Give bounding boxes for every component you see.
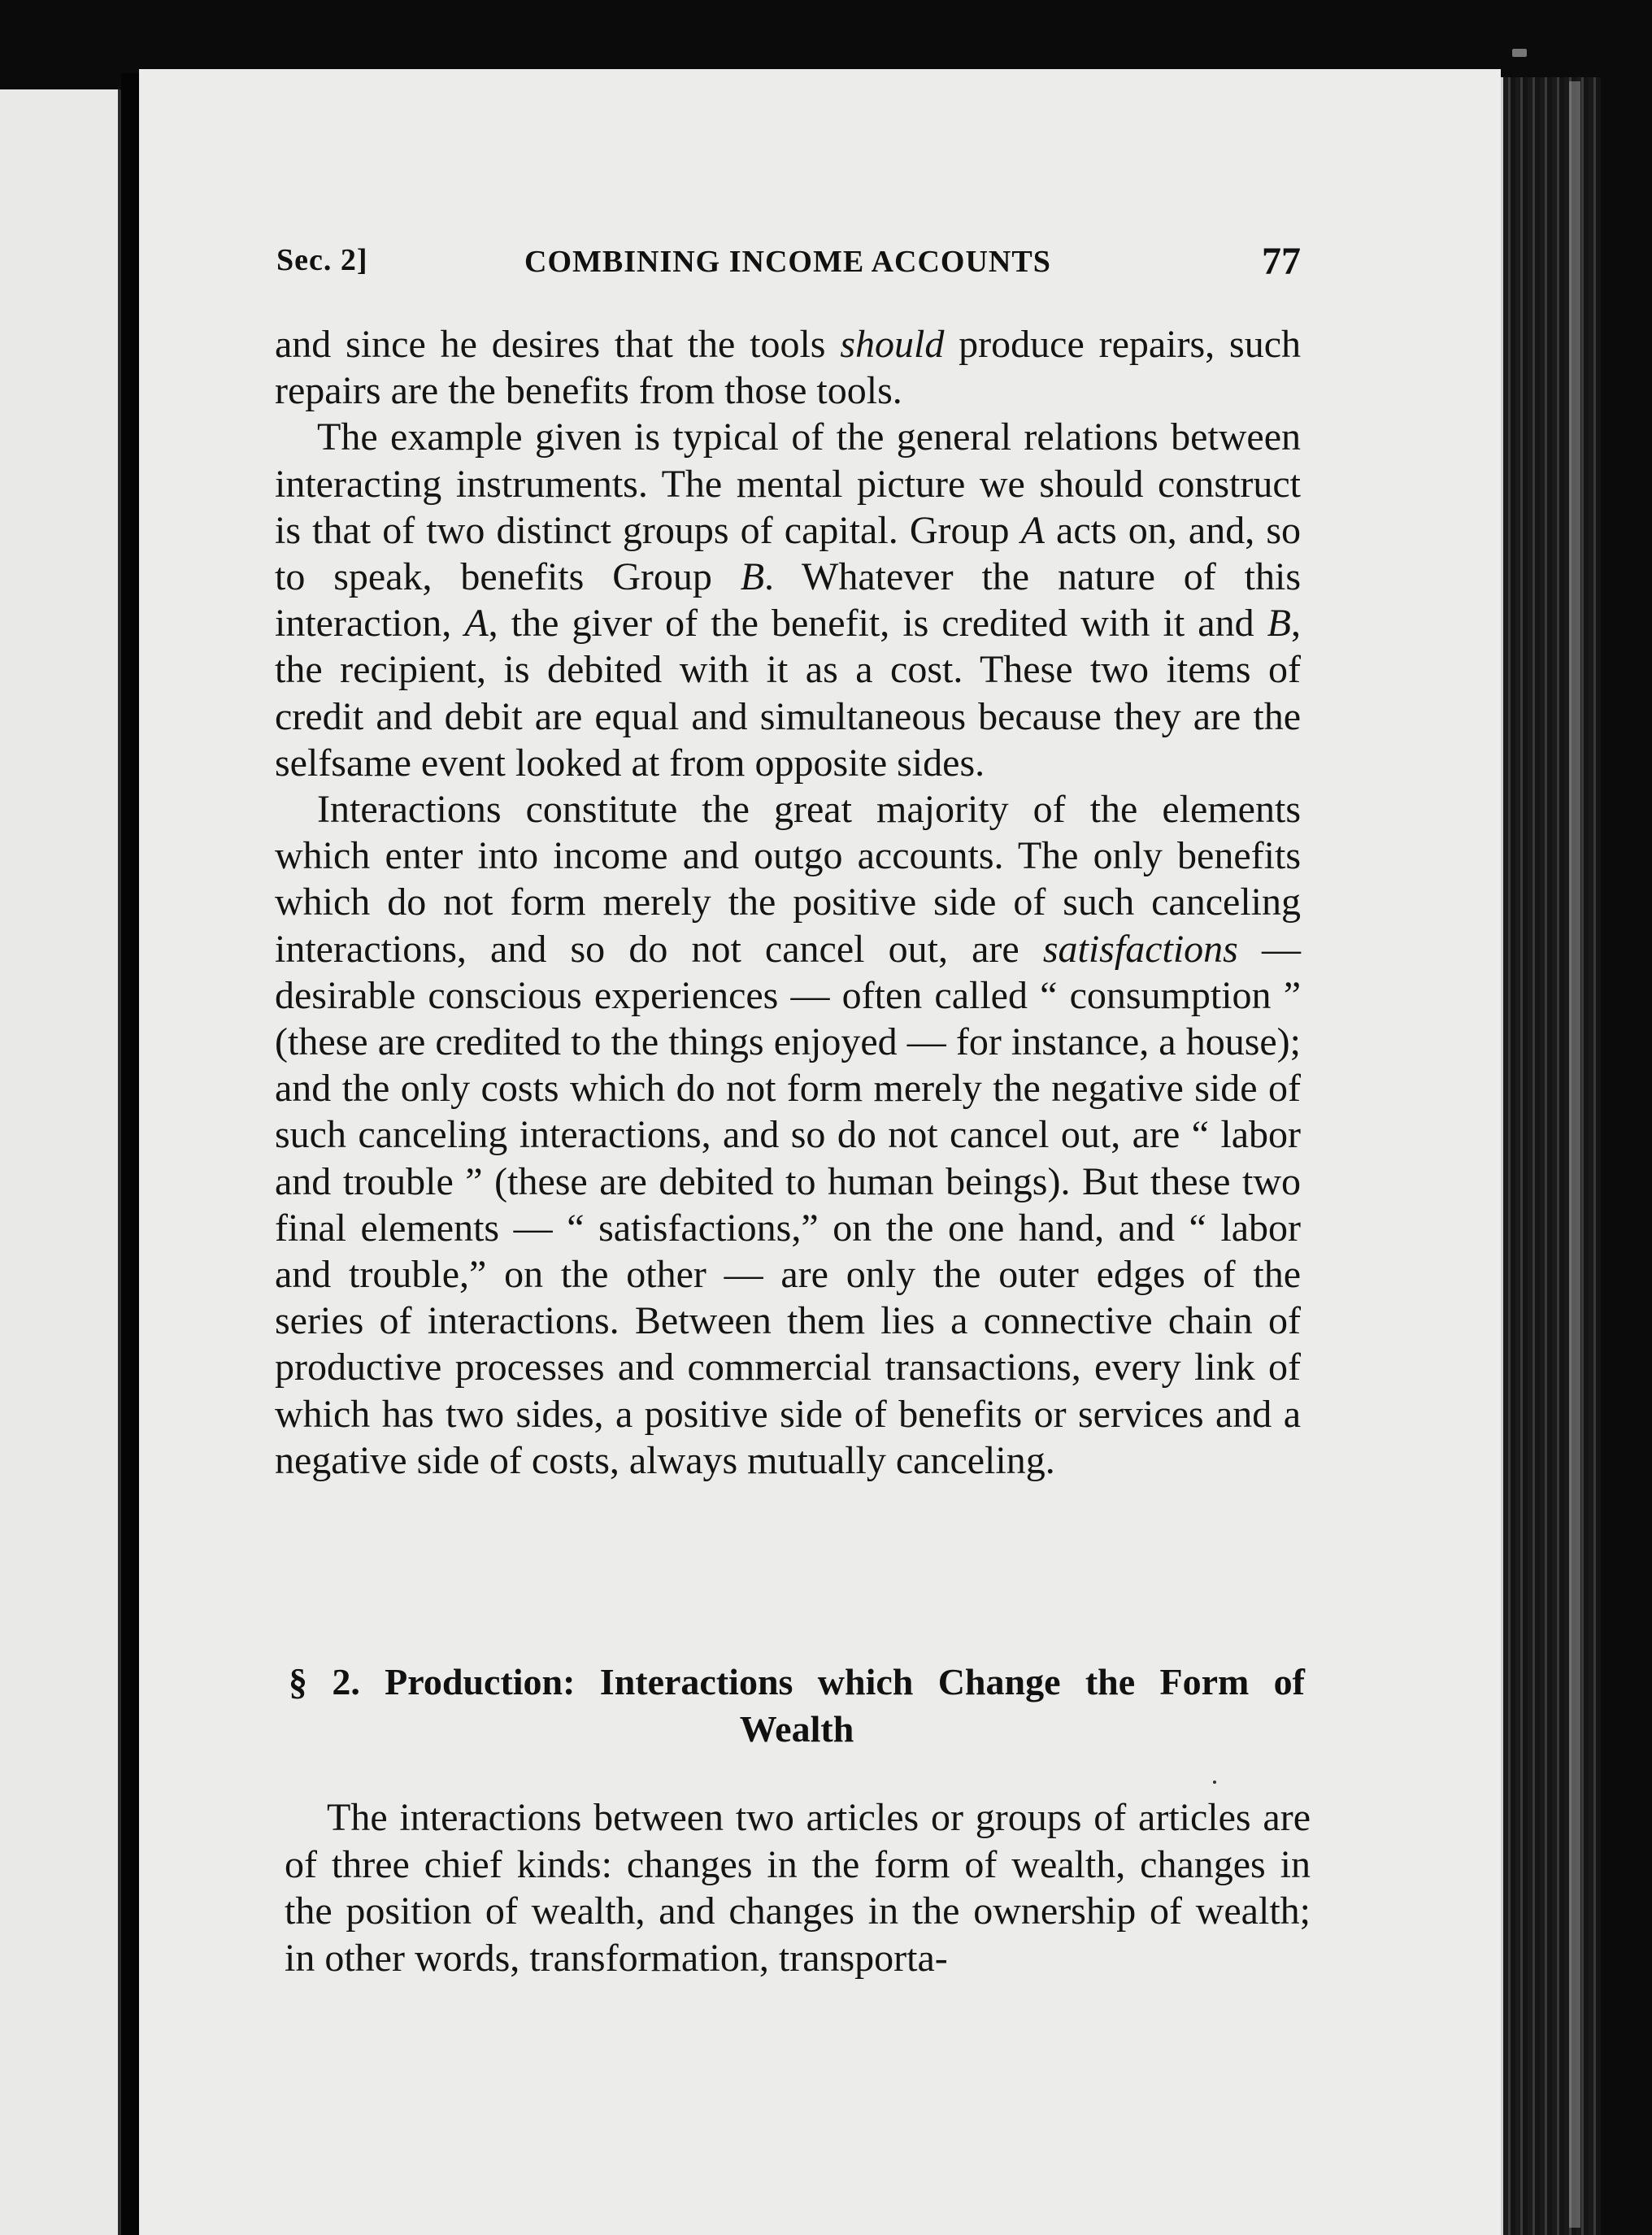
italic-term: B [740,555,765,599]
running-head [276,242,1301,283]
book-page-edges [1501,77,1601,2235]
scan-speck [1512,49,1527,57]
paragraph-1: and since he desires that the tools should produce repairs, such repairs are the benefits from those tools. [275,323,1301,413]
italic-term: A [464,602,489,646]
section-heading [289,1659,1305,1753]
body-text-continued [285,1794,1311,1981]
book-page-edges-highlight [1569,81,1580,2228]
section-heading-line-2: Wealth [739,1708,854,1750]
paragraph-4: The interactions between two articles or groups of articles are of three chief kinds: changes in the form of wealth, changes in the position of wealth, and changes in the ownership of wealth; in other words, transformation, transporta- [285,1796,1311,1980]
italic-term: A [1020,508,1045,552]
italic-term: satisfactions [1042,927,1238,971]
section-label: Sec. 2] [276,243,368,277]
facing-page-edge [0,89,121,2235]
italic-term: B [1267,602,1291,646]
book-gutter [121,73,139,2235]
italic-term: should [840,323,945,366]
scan-speck [1213,1781,1216,1784]
paragraph-3: Interactions constitute the great majority of the elements which enter into income and outgo accounts. The only benefits which do not form merely the positive side of such canceling interactions, and so do not cancel out, are satisfactions — desirable conscious experiences — often called “ consumption ” (these are credited to the things enjoyed — for instance, a house); and the only costs which do not form merely the negative side of such canceling interactions, and so do not cancel out, are “ labor and trouble ” (these are debited to human beings). But these two final elements — “ satisfactions,” on the one hand, and “ labor and trouble,” on the other — are only the outer edges of the series of interactions. Between them lies a connective chain of productive processes and commercial transactions, every link of which has two sides, a positive side of benefits or services and a negative side of costs, always mutually canceling. [275,788,1301,1482]
chapter-title: COMBINING INCOME ACCOUNTS [524,245,1051,279]
page-number: 77 [1262,240,1301,283]
paragraph-2: The example given is typical of the general relations between interacting instruments. The mental picture we should construct is that of two distinct groups of capital. Group A acts on, and, so to speak, benefits Group B. Whatever the nature of this interaction, A, the giver of the benefit, is credited with it and B, the recipient, is debited with it as a cost. These two items of credit and debit are equal and simultaneous because they are the selfsame event looked at from opposite sides. [275,415,1302,785]
section-heading-line-1: § 2. Production: Interactions which Change the Form of [289,1661,1305,1702]
body-text [275,321,1301,1484]
